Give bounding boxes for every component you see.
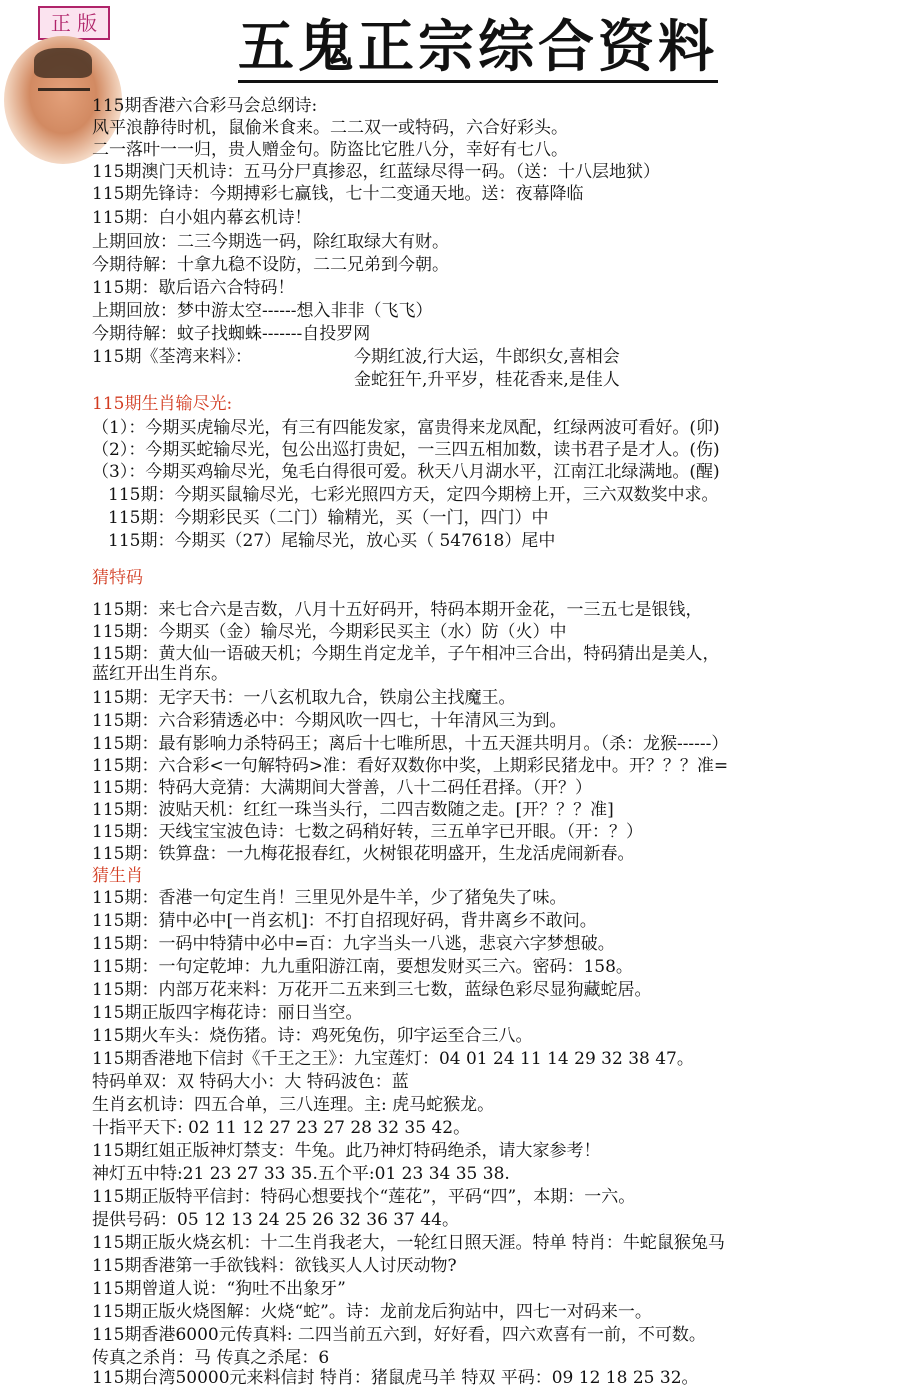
page-title: 五鬼正宗综合资料 (238, 18, 718, 83)
text-line: 特码单双：双 特码大小：大 特码波色：蓝 (92, 1072, 409, 1092)
text-line: 115期：今期买（金）输尽光，今期彩民买主（水）防（火）中 (92, 622, 567, 642)
text-line: 115期：六合彩<一句解特码>准：看好双数你中奖，上期彩民猪龙中。开？？？准= (92, 756, 729, 776)
text-line: 115期香港地下信封《千王之王》：九宝莲灯：04 01 24 11 14 29 32 38 47。 (92, 1049, 694, 1069)
text-line: 115期红姐正版神灯禁支：牛兔。此乃神灯特码绝杀，请大家参考！ (92, 1141, 601, 1161)
text-line: 115期：来七合六是吉数，八月十五好码开，特码本期开金花，一三五七是银钱， (92, 600, 703, 620)
text-line: （3）：今期买鸡输尽光，兔毛白得很可爱。秋天八月湖水平，江南江北绿满地。(醒) (92, 462, 720, 482)
text-line: 提供号码：05 12 13 24 25 26 32 36 37 44。 (92, 1210, 459, 1230)
text-line: （2）：今期买蛇输尽光，包公出巡打贵妃，一三四五相加数，读书君子是才人。(伤) (92, 440, 720, 460)
section-heading: 115期生肖输尽光: (92, 394, 233, 414)
portrait-glasses (38, 88, 90, 101)
text-line: 115期：内部万花来料：万花开二五来到三七数，蓝绿色彩尽显狗藏蛇居。 (92, 980, 652, 1000)
text-line: 115期：无字天书：一八玄机取九合，铁扇公主找魔王。 (92, 688, 516, 708)
section-heading: 猜生肖 (92, 866, 143, 886)
text-line: （1）：今期买虎输尽光，有三有四能发家，富贵得来龙凤配，红绿两波可看好。(卯) (92, 418, 720, 438)
text-line: 上期回放：二三今期选一码，除红取绿大有财。 (92, 232, 449, 252)
text-line: 今期待解：蚊子找蜘蛛-------自投罗网 (92, 324, 371, 344)
text-line: 115期澳门天机诗：五马分尸真掺忍，红蓝绿尽得一码。（送：十八层地狱） (92, 162, 660, 182)
text-line: 二一落叶一一归，贵人赠金句。防盗比它胜八分，幸好有七八。 (92, 140, 568, 160)
text-line: 115期正版火烧玄机：十二生肖我老大，一轮红日照天涯。特单 特肖：牛蛇鼠猴兔马 (92, 1233, 725, 1253)
text-line: 115期：黄大仙一语破天机；今期生肖定龙羊，子午相冲三合出，特码猜出是美人， (92, 644, 720, 664)
text-line: 115期火车头：烧伤猪。诗：鸡死兔伤，卯宇运至合三八。 (92, 1026, 533, 1046)
text-line: 传真之杀肖：马 传真之杀尾：6 (92, 1348, 330, 1368)
text-line: 115期：六合彩猜透必中：今期风吹一四七，十年清风三为到。 (92, 711, 567, 731)
section-heading: 猜特码 (92, 568, 143, 588)
authentic-badge: 正 版 (38, 6, 110, 40)
text-line: 今期红波,行大运，牛郎织女,喜相会 (354, 347, 620, 367)
text-line: 115期：今期买（27）尾输尽光，放心买（ 547618）尾中 (108, 531, 556, 551)
text-line: 蓝红开出生肖东。 (92, 664, 228, 684)
text-line: 115期：香港一句定生肖！三里见外是牛羊，少了猪兔失了味。 (92, 888, 567, 908)
text-line: 115期先锋诗：今期搏彩七赢钱，七十二变通天地。送：夜幕降临 (92, 184, 584, 204)
text-line: 十指平天下: 02 11 12 27 23 27 28 32 35 42。 (92, 1118, 471, 1138)
text-line: 115期：白小姐内幕玄机诗！ (92, 208, 312, 228)
text-line: 115期正版四字梅花诗：丽日当空。 (92, 1003, 363, 1023)
text-line: 115期曾道人说：“狗吐不出象牙” (92, 1279, 346, 1299)
text-line: 115期：今期买鼠输尽光，七彩光照四方天，定四今期榜上开，三六双数奖中求。 (108, 485, 719, 505)
portrait-hair (34, 48, 92, 78)
text-line: 115期：天线宝宝波色诗：七数之码稍好转，三五单字已开眼。（开：？） (92, 822, 643, 842)
text-line: 115期：铁算盘：一九梅花报春红，火树银花明盛开，生龙活虎闹新春。 (92, 844, 635, 864)
text-line: 上期回放：梦中游太空------想入非非（飞飞） (92, 301, 433, 321)
text-line: 115期香港6000元传真料: 二四当前五六到，好好看，四六欢喜有一前，不可数。 (92, 1325, 706, 1345)
text-line: 神灯五中特:21 23 27 33 35.五个平:01 23 34 35 38. (92, 1164, 510, 1184)
text-line: 115期：一码中特猜中必中=百：九字当头一八逃，悲哀六字梦想破。 (92, 934, 615, 954)
text-line: 115期《荃湾来料》： (92, 347, 252, 367)
text-line: 115期正版火烧图解：火烧“蛇”。诗：龙前龙后狗站中，四七一对码来一。 (92, 1302, 652, 1322)
text-line: 今期待解：十拿九稳不设防，二二兄弟到今朝。 (92, 255, 449, 275)
text-line: 115期：一句定乾坤：九九重阳游江南，要想发财买三六。密码：158。 (92, 957, 633, 977)
text-line: 115期香港六合彩马会总纲诗: (92, 96, 318, 116)
text-line: 115期：今期彩民买（二门）输精光，买（一门，四门）中 (108, 508, 549, 528)
text-line: 115期：波贴天机：红红一珠当头行，二四吉数随之走。[开？？？准] (92, 800, 614, 820)
text-line: 115期：特码大竞猜：大满期间大誉善，八十二码任君择。（开？） (92, 778, 592, 798)
text-line: 115期台湾50000元来料信封 特肖：猪鼠虎马羊 特双 平码：09 12 18 25 32。 (92, 1368, 699, 1388)
text-line: 生肖玄机诗：四五合单，三八连理。主: 虎马蛇猴龙。 (92, 1095, 495, 1115)
text-line: 115期：猜中必中[一肖玄机]：不打自招现好码，背井离乡不敢问。 (92, 911, 597, 931)
text-line: 115期：歇后语六合特码！ (92, 278, 295, 298)
text-line: 风平浪静待时机，鼠偷米食来。二二双一或特码，六合好彩头。 (92, 118, 568, 138)
text-line: 115期香港第一手欲钱料：欲钱买人人讨厌动物? (92, 1256, 457, 1276)
text-line: 115期：最有影响力杀特码王；离后十七唯所思，十五天涯共明月。（杀：龙猴------） (92, 734, 729, 754)
text-line: 金蛇狂午,升平岁，桂花香来,是佳人 (354, 370, 620, 390)
text-line: 115期正版特平信封：特码心想要找个“莲花”，平码“四”，本期：一六。 (92, 1187, 636, 1207)
